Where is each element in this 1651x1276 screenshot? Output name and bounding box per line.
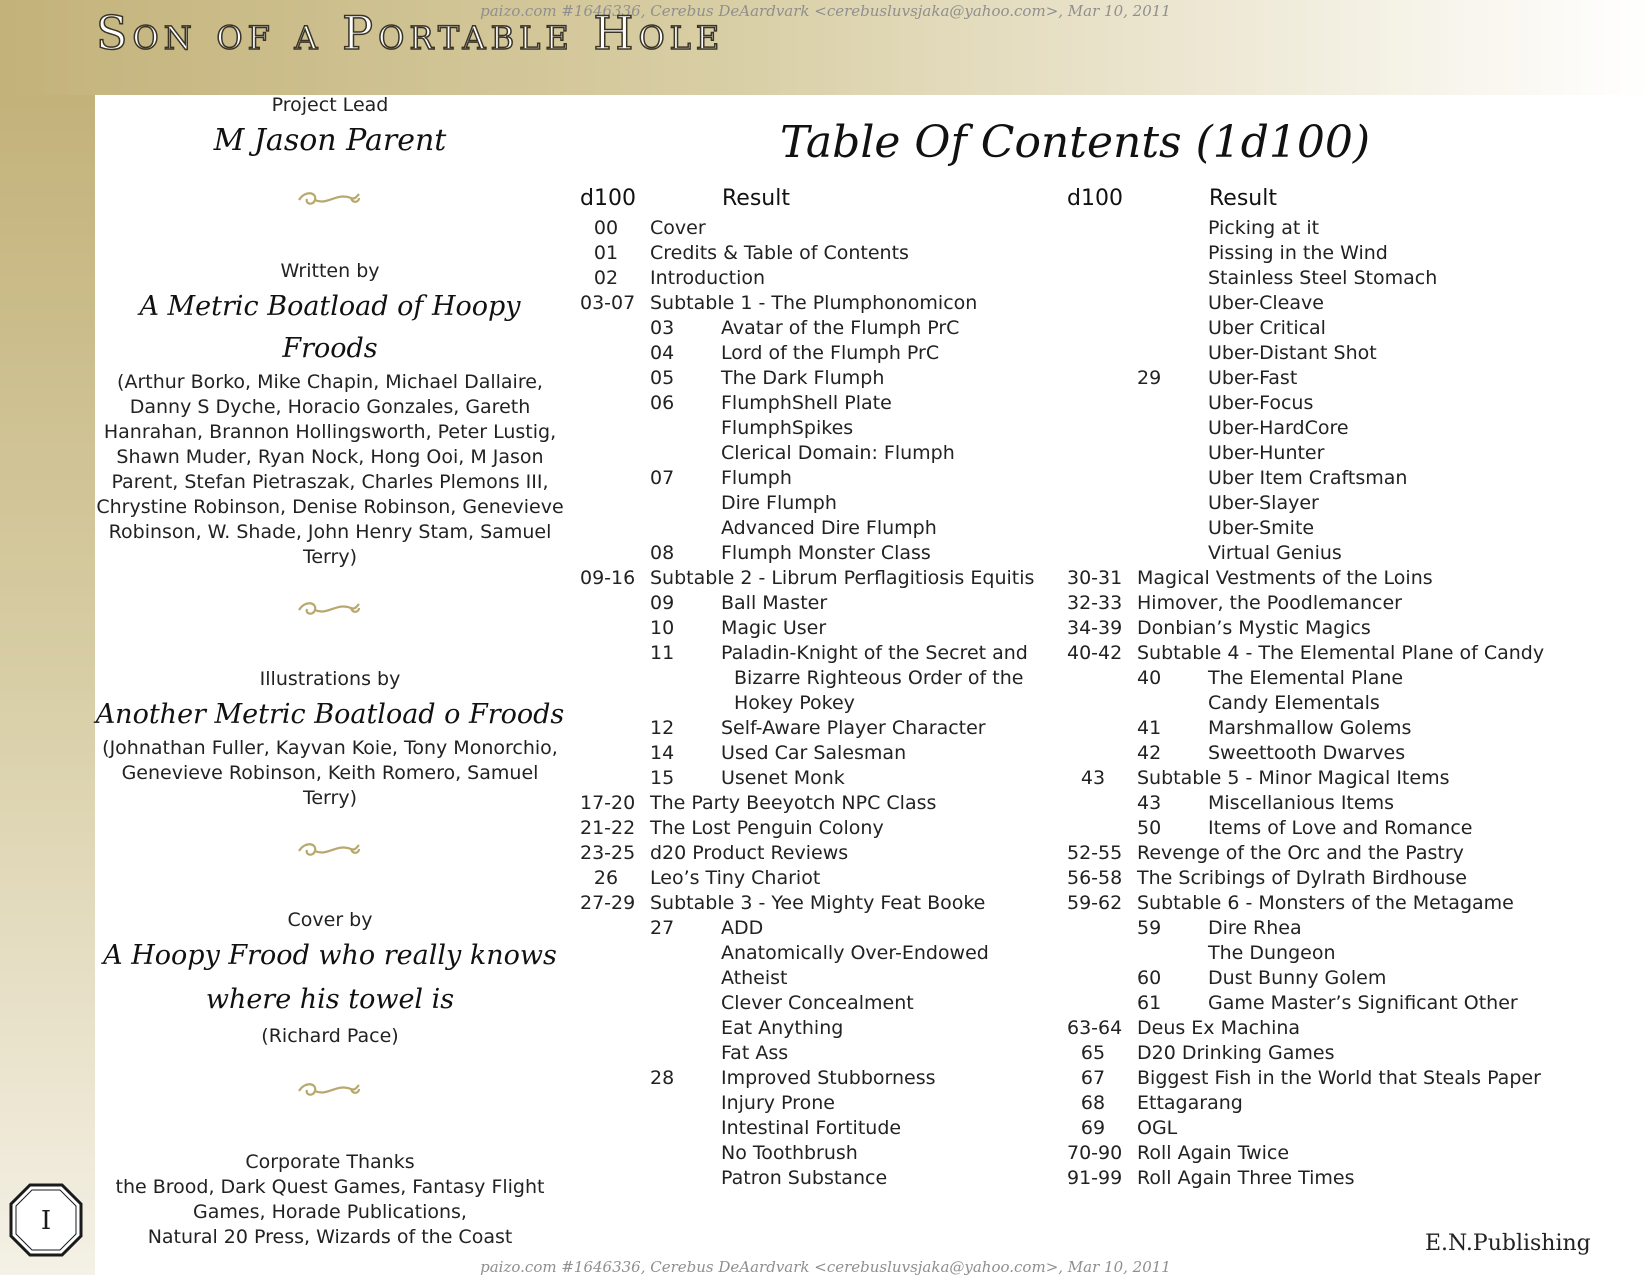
toc-subroll: 29 xyxy=(1137,367,1162,389)
toc-left-column xyxy=(580,186,1050,1191)
toc-entry: Clever Concealment xyxy=(721,992,914,1014)
toc-roll: 32-33 xyxy=(1067,592,1123,614)
toc-row xyxy=(580,1091,1050,1116)
toc-roll: 27-29 xyxy=(580,892,636,914)
toc-subroll: 12 xyxy=(650,717,675,739)
toc-entry: Dire Rhea xyxy=(1208,917,1302,939)
toc-entry: Subtable 5 - Minor Magical Items xyxy=(1137,767,1450,789)
scroll-flourish-icon xyxy=(295,1077,365,1103)
toc-entry: Clerical Domain: Flumph xyxy=(721,442,955,464)
toc-subroll: 14 xyxy=(650,742,675,764)
written-by-list: (Arthur Borko, Mike Chapin, Michael Dallaire, Danny S Dyche, Horacio Gonzales, Gareth Hanrahan, Brannon Hollingsworth, Peter Lustig, Shawn Muder, Ryan Nock, Hong Ooi, M Jason Parent, Stefan Pietraszak, Charles Plemons III, Chrystine Robinson, Denise Robinson, Genevieve Robinson, W. Shade, John Henry Stam, Samuel Terry) xyxy=(96,371,564,568)
toc-entry: Flumph Monster Class xyxy=(721,542,931,564)
toc-entry: ADD xyxy=(721,917,764,939)
credits-column xyxy=(95,92,565,1250)
toc-entry: The Dark Flumph xyxy=(721,367,885,389)
toc-row xyxy=(580,491,1050,516)
toc-row xyxy=(580,341,1050,366)
toc-subroll: 40 xyxy=(1137,667,1162,689)
toc-subroll: 50 xyxy=(1137,817,1162,839)
toc-row xyxy=(1067,866,1587,891)
toc-header-d100: d100 xyxy=(580,186,636,211)
toc-row xyxy=(1067,941,1587,966)
toc-subroll: 06 xyxy=(650,392,675,414)
toc-row xyxy=(1067,366,1587,391)
toc-entry: Uber Critical xyxy=(1208,317,1326,339)
toc-roll: 02 xyxy=(593,267,619,289)
toc-entry: Roll Again Three Times xyxy=(1137,1167,1355,1189)
illustrations-by-name: Another Metric Boatload o Froods xyxy=(95,699,565,730)
toc-left-rows xyxy=(580,216,1050,1191)
toc-entry: Himover, the Poodlemancer xyxy=(1137,592,1402,614)
toc-row xyxy=(580,841,1050,866)
toc-header-result: Result xyxy=(722,186,790,211)
toc-entry: Flumph xyxy=(721,467,792,489)
toc-row xyxy=(580,266,1050,291)
toc-row xyxy=(580,966,1050,991)
toc-row xyxy=(1067,1091,1587,1116)
toc-roll: 26 xyxy=(593,867,619,889)
toc-row xyxy=(1067,316,1587,341)
toc-roll: 09-16 xyxy=(580,567,636,589)
toc-subroll: 27 xyxy=(650,917,675,939)
side-band xyxy=(0,95,95,1275)
toc-row xyxy=(1067,741,1587,766)
toc-entry: FlumphShell Plate xyxy=(721,392,892,414)
toc-entry: Self-Aware Player Character xyxy=(721,717,986,739)
toc-row xyxy=(580,391,1050,416)
toc-entry: The Lost Penguin Colony xyxy=(650,817,884,839)
toc-row xyxy=(580,241,1050,266)
toc-right-rows xyxy=(1067,216,1587,1191)
toc-row xyxy=(1067,1016,1587,1041)
toc-row xyxy=(1067,766,1587,791)
toc-header-d100: d100 xyxy=(1067,186,1123,211)
toc-entry: Uber-Hunter xyxy=(1208,442,1325,464)
page-number: I xyxy=(40,1206,52,1236)
toc-row xyxy=(1067,666,1587,691)
toc-row xyxy=(1067,1066,1587,1091)
toc-row xyxy=(580,1041,1050,1066)
toc-roll: 70-90 xyxy=(1067,1142,1123,1164)
toc-roll: 59-62 xyxy=(1067,892,1123,914)
toc-entry: Ball Master xyxy=(721,592,828,614)
toc-row xyxy=(580,416,1050,441)
toc-entry: Fat Ass xyxy=(721,1042,789,1064)
toc-row xyxy=(580,791,1050,816)
toc-row xyxy=(1067,641,1587,666)
toc-row xyxy=(580,866,1050,891)
toc-entry: Introduction xyxy=(650,267,766,289)
toc-roll: 63-64 xyxy=(1067,1017,1123,1039)
toc-entry: Uber-Focus xyxy=(1208,392,1314,414)
toc-entry: Intestinal Fortitude xyxy=(721,1117,902,1139)
toc-row xyxy=(1067,216,1587,241)
toc-row xyxy=(580,666,1050,691)
toc-roll: 52-55 xyxy=(1067,842,1123,864)
product-title: Son of a Portable Hole xyxy=(96,6,725,60)
toc-roll: 65 xyxy=(1080,1042,1106,1064)
toc-entry: Bizarre Righteous Order of the xyxy=(734,667,1024,689)
toc-row xyxy=(580,291,1050,316)
illustrations-by-label: Illustrations by xyxy=(259,668,401,690)
toc-entry: Avatar of the Flumph PrC xyxy=(721,317,960,339)
illustrations-by-list: (Johnathan Fuller, Kayvan Koie, Tony Monorchio, Genevieve Robinson, Keith Romero, Samuel Terry) xyxy=(102,737,558,809)
toc-row xyxy=(580,316,1050,341)
toc-subroll: 11 xyxy=(650,642,675,664)
toc-entry: Subtable 1 - The Plumphonomicon xyxy=(650,292,978,314)
toc-row xyxy=(1067,441,1587,466)
toc-entry: Magic User xyxy=(721,617,827,639)
toc-entry: d20 Product Reviews xyxy=(650,842,849,864)
project-lead-label: Project Lead xyxy=(271,94,389,116)
toc-row xyxy=(580,816,1050,841)
toc-entry: Sweettooth Dwarves xyxy=(1208,742,1406,764)
toc-row xyxy=(580,566,1050,591)
toc-entry: Picking at it xyxy=(1208,217,1320,239)
toc-roll: 01 xyxy=(593,242,619,264)
toc-roll: 30-31 xyxy=(1067,567,1123,589)
toc-row xyxy=(1067,591,1587,616)
toc-entry: Revenge of the Orc and the Pastry xyxy=(1137,842,1464,864)
scroll-flourish-icon xyxy=(295,596,365,622)
toc-row xyxy=(580,591,1050,616)
toc-header xyxy=(1067,186,1587,216)
toc-row xyxy=(1067,1141,1587,1166)
toc-entry: Uber-Cleave xyxy=(1208,292,1324,314)
toc-row xyxy=(1067,266,1587,291)
toc-subroll: 05 xyxy=(650,367,675,389)
toc-entry: Anatomically Over-Endowed xyxy=(721,942,989,964)
toc-row xyxy=(580,441,1050,466)
watermark-bottom: paizo.com #1646336, Cerebus DeAardvark <cerebusluvsjaka@yahoo.com>, Mar 10, 2011 xyxy=(480,1258,1171,1276)
cover-artist: (Richard Pace) xyxy=(261,1025,399,1047)
toc-subroll: 61 xyxy=(1137,992,1162,1014)
toc-row xyxy=(580,1016,1050,1041)
written-by-label: Written by xyxy=(280,260,380,282)
toc-roll: 21-22 xyxy=(580,817,636,839)
toc-subroll: 41 xyxy=(1137,717,1162,739)
toc-row xyxy=(1067,716,1587,741)
toc-subroll: 28 xyxy=(650,1067,675,1089)
toc-entry: The Scribings of Dylrath Birdhouse xyxy=(1137,867,1467,889)
toc-row xyxy=(1067,566,1587,591)
cover-by-label: Cover by xyxy=(287,909,373,931)
toc-title: Table Of Contents (1d100) xyxy=(780,117,1371,168)
toc-entry: Cover xyxy=(650,217,706,239)
toc-roll: 69 xyxy=(1080,1117,1106,1139)
toc-entry: The Dungeon xyxy=(1208,942,1336,964)
toc-entry: The Party Beeyotch NPC Class xyxy=(650,792,937,814)
toc-entry: Deus Ex Machina xyxy=(1137,1017,1301,1039)
toc-entry: Uber-Fast xyxy=(1208,367,1298,389)
toc-row xyxy=(1067,791,1587,816)
toc-entry: OGL xyxy=(1137,1117,1178,1139)
project-lead-name: M Jason Parent xyxy=(213,123,447,158)
toc-entry: Magical Vestments of the Loins xyxy=(1137,567,1433,589)
toc-entry: Credits & Table of Contents xyxy=(650,242,909,264)
toc-row xyxy=(1067,1041,1587,1066)
toc-roll: 67 xyxy=(1080,1067,1106,1089)
publisher-logo: E.N.Publishing xyxy=(1425,1231,1591,1256)
toc-header xyxy=(580,186,1050,216)
toc-entry: Advanced Dire Flumph xyxy=(721,517,937,539)
toc-entry: Items of Love and Romance xyxy=(1208,817,1473,839)
toc-roll: 34-39 xyxy=(1067,617,1123,639)
toc-roll: 03-07 xyxy=(580,292,636,314)
toc-entry: D20 Drinking Games xyxy=(1137,1042,1335,1064)
toc-row xyxy=(1067,1116,1587,1141)
toc-row xyxy=(1067,916,1587,941)
toc-row xyxy=(580,541,1050,566)
toc-subroll: 42 xyxy=(1137,742,1162,764)
toc-subroll: 43 xyxy=(1137,792,1162,814)
toc-entry: Subtable 4 - The Elemental Plane of Candy xyxy=(1137,642,1545,664)
toc-entry: Marshmallow Golems xyxy=(1208,717,1412,739)
toc-row xyxy=(1067,341,1587,366)
toc-row xyxy=(1067,541,1587,566)
toc-entry: Subtable 6 - Monsters of the Metagame xyxy=(1137,892,1514,914)
scroll-flourish-icon xyxy=(295,837,365,863)
toc-entry: Improved Stubborness xyxy=(721,1067,936,1089)
cover-by-name-line1: A Hoopy Frood who really knows xyxy=(103,940,557,971)
toc-subroll: 60 xyxy=(1137,967,1162,989)
toc-row xyxy=(580,641,1050,666)
toc-roll: 23-25 xyxy=(580,842,636,864)
toc-entry: Usenet Monk xyxy=(721,767,845,789)
toc-roll: 17-20 xyxy=(580,792,636,814)
toc-row xyxy=(580,216,1050,241)
corporate-thanks-label: Corporate Thanks xyxy=(245,1151,415,1173)
toc-subroll: 07 xyxy=(650,467,675,489)
toc-entry: Subtable 3 - Yee Mighty Feat Booke xyxy=(650,892,986,914)
toc-entry: Virtual Genius xyxy=(1208,542,1342,564)
toc-entry: Biggest Fish in the World that Steals Paper xyxy=(1137,1067,1541,1089)
page-number-badge xyxy=(8,1182,84,1258)
toc-row xyxy=(580,716,1050,741)
toc-row xyxy=(580,366,1050,391)
toc-row xyxy=(1067,1166,1587,1191)
toc-row xyxy=(1067,841,1587,866)
toc-entry: Paladin-Knight of the Secret and xyxy=(721,642,1028,664)
toc-entry: Uber-Distant Shot xyxy=(1208,342,1377,364)
toc-row xyxy=(580,916,1050,941)
toc-entry: Pissing in the Wind xyxy=(1208,242,1388,264)
toc-roll: 43 xyxy=(1080,767,1106,789)
toc-subroll: 15 xyxy=(650,767,675,789)
toc-entry: Uber-HardCore xyxy=(1208,417,1349,439)
corporate-thanks-list: the Brood, Dark Quest Games, Fantasy Flight Games, Horade Publications, Natural 20 Press, Wizards of the Coast xyxy=(115,1176,545,1248)
toc-entry: Uber-Smite xyxy=(1208,517,1315,539)
toc-row xyxy=(1067,816,1587,841)
toc-row xyxy=(580,516,1050,541)
toc-entry: Leo’s Tiny Chariot xyxy=(650,867,821,889)
toc-entry: Roll Again Twice xyxy=(1137,1142,1290,1164)
toc-entry: No Toothbrush xyxy=(721,1142,858,1164)
toc-entry: Subtable 2 - Librum Perflagitiosis Equitis xyxy=(650,567,1035,589)
scroll-flourish-icon xyxy=(295,186,365,212)
toc-roll: 00 xyxy=(593,217,619,239)
toc-row xyxy=(580,991,1050,1016)
toc-entry: Lord of the Flumph PrC xyxy=(721,342,940,364)
toc-row xyxy=(580,766,1050,791)
toc-row xyxy=(1067,391,1587,416)
toc-row xyxy=(580,466,1050,491)
toc-row xyxy=(580,691,1050,716)
toc-entry: Hokey Pokey xyxy=(734,692,855,714)
toc-row xyxy=(1067,241,1587,266)
toc-entry: Dire Flumph xyxy=(721,492,837,514)
toc-roll: 56-58 xyxy=(1067,867,1123,889)
toc-row xyxy=(580,1141,1050,1166)
toc-row xyxy=(580,1166,1050,1191)
toc-entry: Ettagarang xyxy=(1137,1092,1243,1114)
toc-row xyxy=(580,1066,1050,1091)
toc-entry: Dust Bunny Golem xyxy=(1208,967,1387,989)
toc-roll: 91-99 xyxy=(1067,1167,1123,1189)
watermark-top: paizo.com #1646336, Cerebus DeAardvark <cerebusluvsjaka@yahoo.com>, Mar 10, 2011 xyxy=(480,2,1171,20)
toc-entry: Miscellanious Items xyxy=(1208,792,1394,814)
toc-subroll: 59 xyxy=(1137,917,1162,939)
toc-entry: The Elemental Plane xyxy=(1208,667,1404,689)
written-by-name: A Metric Boatload of Hoopy Froods xyxy=(139,291,521,364)
toc-row xyxy=(1067,466,1587,491)
toc-right-column xyxy=(1067,186,1587,1191)
toc-subroll: 10 xyxy=(650,617,675,639)
toc-header-result: Result xyxy=(1209,186,1277,211)
toc-entry: Uber Item Craftsman xyxy=(1208,467,1408,489)
toc-row xyxy=(580,1116,1050,1141)
toc-roll: 40-42 xyxy=(1067,642,1123,664)
toc-row xyxy=(1067,291,1587,316)
toc-row xyxy=(580,891,1050,916)
toc-entry: Stainless Steel Stomach xyxy=(1208,267,1438,289)
toc-row xyxy=(1067,616,1587,641)
toc-row xyxy=(580,941,1050,966)
toc-entry: Used Car Salesman xyxy=(721,742,907,764)
toc-entry: Candy Elementals xyxy=(1208,692,1380,714)
cover-by-name-line2: where his towel is xyxy=(205,984,455,1015)
toc-entry: Donbian’s Mystic Magics xyxy=(1137,617,1371,639)
toc-entry: Eat Anything xyxy=(721,1017,844,1039)
toc-row xyxy=(1067,966,1587,991)
toc-subroll: 09 xyxy=(650,592,675,614)
toc-row xyxy=(1067,891,1587,916)
toc-row xyxy=(1067,691,1587,716)
toc-row xyxy=(1067,491,1587,516)
toc-roll: 68 xyxy=(1080,1092,1106,1114)
toc-row xyxy=(1067,516,1587,541)
toc-subroll: 03 xyxy=(650,317,675,339)
toc-entry: Uber-Slayer xyxy=(1208,492,1319,514)
toc-entry: Game Master’s Significant Other xyxy=(1208,992,1518,1014)
toc-entry: Patron Substance xyxy=(721,1167,888,1189)
toc-row xyxy=(1067,416,1587,441)
toc-row xyxy=(580,616,1050,641)
toc-row xyxy=(1067,991,1587,1016)
toc-row xyxy=(580,741,1050,766)
toc-subroll: 08 xyxy=(650,542,675,564)
toc-subroll: 04 xyxy=(650,342,675,364)
toc-entry: FlumphSpikes xyxy=(721,417,854,439)
toc-entry: Atheist xyxy=(721,967,788,989)
toc-entry: Injury Prone xyxy=(721,1092,835,1114)
